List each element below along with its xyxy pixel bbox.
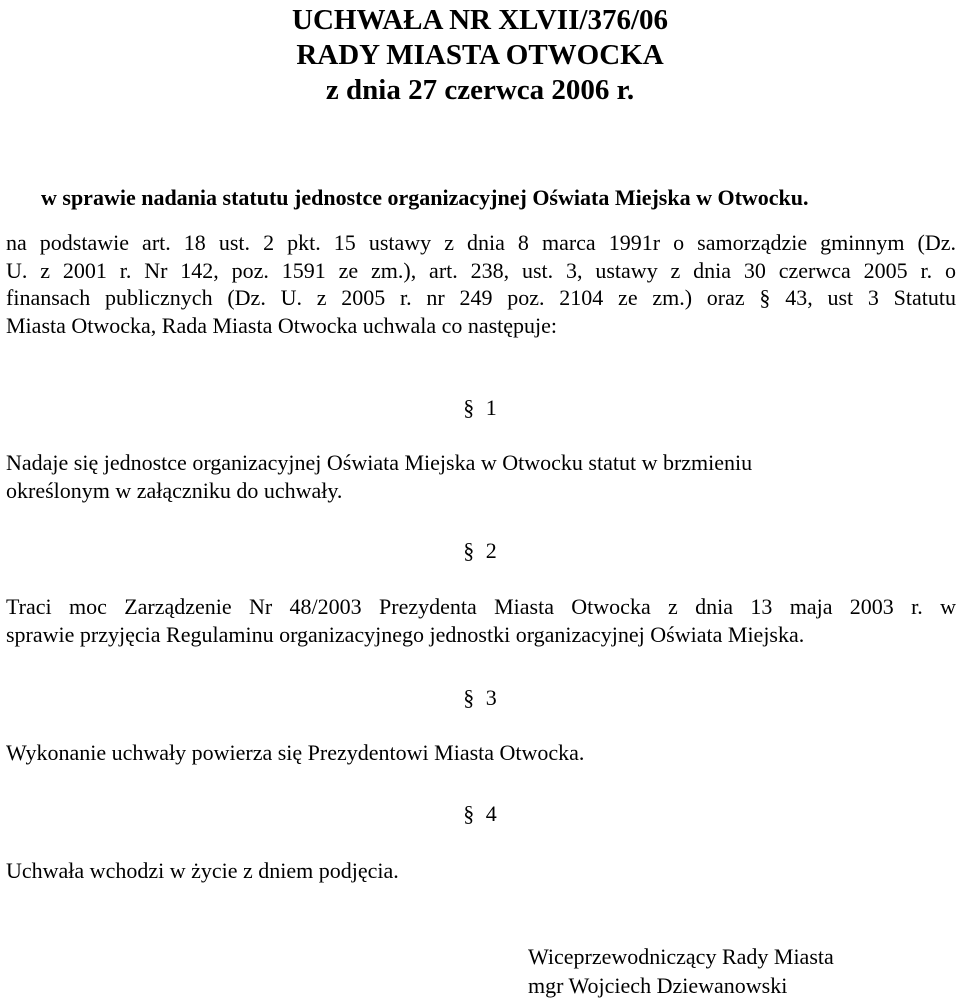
section-mark-1: § 1 xyxy=(463,395,497,420)
section-line: określonym w załączniku do uchwały. xyxy=(6,477,343,503)
preamble-line: Miasta Otwocka, Rada Miasta Otwocka uchwala co następuje: xyxy=(6,312,558,338)
section-4-text xyxy=(6,857,956,885)
preamble-line: U. z 2001 r. Nr 142, poz. 1591 ze zm.), art. 238, ust. 3, ustawy z dnia 30 czerwca 2005 r. o xyxy=(6,257,956,283)
section-line: Uchwała wchodzi w życie z dniem podjęcia. xyxy=(6,858,399,883)
section-mark-2: § 2 xyxy=(463,538,497,563)
section-line: Nadaje się jednostce organizacyjnej Oświata Miejska w Otwocku statut w brzmieniu xyxy=(6,450,753,475)
section-mark-4: § 4 xyxy=(463,801,497,826)
section-line: sprawie przyjęcia Regulaminu organizacyjnego jednostki organizacyjnej Oświata Miejska. xyxy=(6,621,805,647)
resolution-date: z dnia 27 czerwca 2006 r. xyxy=(325,74,635,106)
signatory-name: mgr Wojciech Dziewanowski xyxy=(528,973,788,998)
preamble-line: finansach publicznych (Dz. U. z 2005 r. nr 249 poz. 2104 ze zm.) oraz § 43, ust 3 Statutu xyxy=(6,285,956,310)
signature-block xyxy=(528,942,834,1000)
resolution-subject: w sprawie nadania statutu jednostce organizacyjnej Oświata Miejska w Otwocku. xyxy=(41,185,809,210)
signatory-position: Wiceprzewodniczący Rady Miasta xyxy=(528,944,834,969)
section-line: Traci moc Zarządzenie Nr 48/2003 Prezydenta Miasta Otwocka z dnia 13 maja 2003 r. w xyxy=(6,594,956,619)
section-line: Wykonanie uchwały powierza się Prezydentowi Miasta Otwocka. xyxy=(6,740,585,765)
section-3-text xyxy=(6,739,956,767)
preamble-line: na podstawie art. 18 ust. 2 pkt. 15 ustawy z dnia 8 marca 1991r o samorządzie gminnym (Dz. xyxy=(6,230,956,255)
section-2-text xyxy=(6,593,956,648)
council-name: RADY MIASTA OTWOCKA xyxy=(296,39,664,71)
resolution-number: UCHWAŁA NR XLVII/376/06 xyxy=(292,4,668,36)
resolution-header xyxy=(0,0,960,108)
section-mark-3: § 3 xyxy=(463,685,497,710)
section-1-text xyxy=(6,449,956,504)
preamble-paragraph xyxy=(6,229,956,339)
